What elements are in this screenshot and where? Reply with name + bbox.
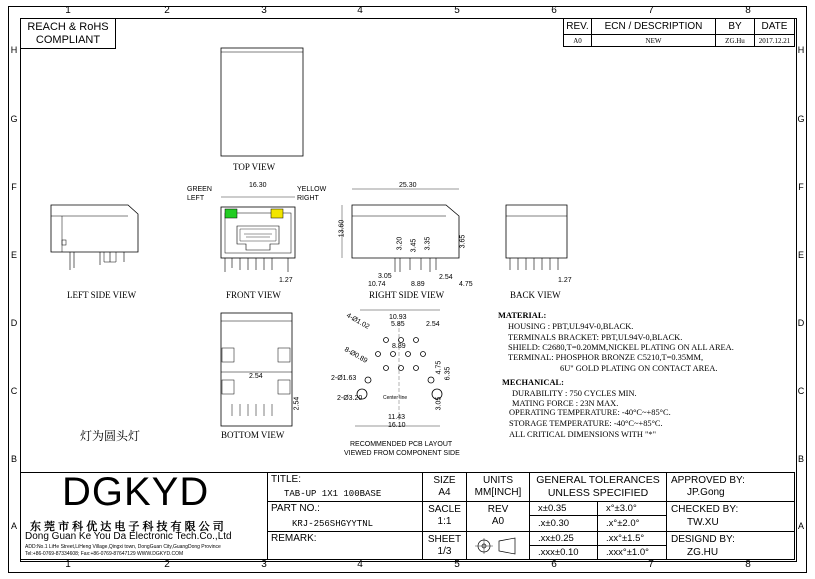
- zone-row-b: B: [797, 454, 804, 464]
- rev-header-ecn: ECN / DESCRIPTION: [591, 18, 716, 35]
- tol-r0-c0: x±0.35: [529, 501, 598, 516]
- zone-row-d: D: [10, 318, 18, 328]
- material-line-5: 6U" GOLD PLATING ON CONTACT AREA.: [560, 364, 718, 373]
- checked-value: TW.XU: [687, 517, 719, 528]
- zone-col-6: 6: [551, 5, 557, 16]
- checked-cell: [666, 501, 795, 532]
- led-right-label: RIGHT: [297, 195, 319, 202]
- scale-value: 1:1: [437, 516, 452, 527]
- zone-col-8: 8: [745, 5, 751, 16]
- size-label: SIZE: [433, 475, 456, 486]
- dim-pcb-h4: 2-Ø3.20: [337, 395, 363, 402]
- top-view-label: TOP VIEW: [233, 162, 276, 172]
- zone-row-f: F: [11, 182, 17, 192]
- dim-side-d2: 3.45: [410, 238, 418, 253]
- zone-col-2: 2: [164, 559, 170, 570]
- zone-col-4: 4: [357, 559, 363, 570]
- dim-pcb-h2: 8-Ø0.89: [342, 346, 369, 365]
- left-side-view-label: LEFT SIDE VIEW: [67, 290, 137, 300]
- yellow-led: [271, 209, 283, 218]
- zone-row-d: D: [797, 318, 805, 328]
- tolerance-header-1: GENERAL TOLERANCES: [536, 474, 660, 486]
- tol-r1-c1: .x°±2.0°: [597, 515, 667, 532]
- zone-row-c: C: [10, 386, 18, 396]
- part-label: PART NO.:: [271, 503, 320, 514]
- zone-row-h: H: [797, 45, 805, 55]
- units-value: MM[INCH]: [474, 487, 522, 498]
- right-side-view-drawing: [342, 189, 459, 272]
- pcb-center-line-label: Center line: [383, 395, 408, 401]
- zone-col-8: 8: [745, 559, 751, 570]
- material-line-2: TERMINALS BRACKET: PBT,UL94V-0,BLACK.: [508, 333, 683, 342]
- dim-side-d5: 3.05: [378, 273, 392, 280]
- rev-row-rev: A0: [563, 34, 592, 47]
- designed-label: DESIGND BY:: [671, 534, 735, 545]
- zone-row-g: G: [10, 114, 18, 124]
- units-label: UNITS: [483, 475, 513, 486]
- zone-col-4: 4: [357, 5, 363, 16]
- dim-front-pin: 1.27: [279, 277, 293, 284]
- dim-pcb-d2: 5.85: [391, 321, 405, 328]
- zone-row-c: C: [797, 386, 805, 396]
- units-cell: [466, 472, 530, 502]
- dim-pcb-d9: 16.10: [388, 422, 406, 429]
- material-line-4: TERMINAL: PHOSPHOR BRONZE C5210,T=0.35MM,: [508, 353, 704, 362]
- zone-col-1: 1: [65, 559, 71, 570]
- zone-row-g: G: [797, 114, 805, 124]
- zone-row-e: E: [10, 250, 17, 260]
- zone-col-2: 2: [164, 5, 170, 16]
- material-line-1: HOUSING : PBT,UL94V-0,BLACK.: [508, 322, 634, 331]
- designed-cell: [666, 531, 795, 560]
- part-value: KRJ-256SHGYYTNL: [292, 519, 374, 529]
- sheet-cell: [422, 531, 467, 560]
- dim-side-d3: 3.35: [424, 236, 432, 251]
- back-view-drawing: [506, 205, 567, 270]
- zone-row-f: F: [798, 182, 804, 192]
- tol-r2-c0: .xx±0.25: [529, 531, 598, 546]
- zone-row-e: E: [797, 250, 804, 260]
- left-side-view-drawing: [51, 205, 138, 270]
- title-value: TAB-UP 1X1 100BASE: [284, 489, 382, 499]
- rev-header-by: BY: [715, 18, 755, 35]
- zone-col-5: 5: [454, 559, 460, 570]
- zone-col-7: 7: [648, 5, 654, 16]
- rev-row-ecn: NEW: [591, 34, 716, 47]
- dim-pcb-d7: 3.05: [435, 396, 443, 411]
- remark-label: REMARK:: [271, 533, 317, 544]
- mechanical-line-3: OPERATING TEMPERATURE: -40°C~+85°C.: [509, 408, 671, 417]
- checked-label: CHECKED BY:: [671, 504, 739, 515]
- sheet-value: 1/3: [437, 546, 452, 557]
- tol-r1-c0: .x±0.30: [529, 515, 598, 532]
- green-led: [225, 209, 237, 218]
- dim-side-d1: 3.20: [396, 236, 404, 251]
- zone-row-h: H: [10, 45, 18, 55]
- zone-col-7: 7: [648, 559, 654, 570]
- rev-header-date: DATE: [754, 18, 795, 35]
- scale-cell: [422, 501, 467, 532]
- tol-r2-c1: .xx°±1.5°: [597, 531, 667, 546]
- led-left-label: LEFT: [187, 195, 205, 202]
- dim-back-pin: 1.27: [558, 277, 572, 284]
- compliance-line2: COMPLIANT: [35, 34, 101, 46]
- sheet-label: SHEET: [427, 534, 462, 545]
- rev-row-date: 2017.12.21: [754, 34, 795, 47]
- title-label: TITLE:: [271, 474, 302, 485]
- bottom-view-label: BOTTOM VIEW: [221, 430, 285, 440]
- dim-bottom-d2: 2.54: [293, 396, 301, 411]
- led-green-label: GREEN: [187, 186, 212, 193]
- dim-side-d8: 2.54: [439, 274, 453, 281]
- dim-pcb-d1: 10.93: [389, 314, 407, 321]
- dim-pcb-d6: 6.35: [444, 366, 452, 381]
- material-line-3: SHIELD: C2680,T=0.20MM,NICKEL PLATING ON ALL AREA.: [508, 343, 734, 352]
- tol-r3-c1: .xxx°±1.0°: [597, 545, 667, 560]
- approved-cell: [666, 472, 795, 502]
- dim-bottom-d1: 2.54: [249, 373, 263, 380]
- zone-row-a: A: [797, 521, 804, 531]
- approved-label: APPROVED BY:: [671, 475, 745, 486]
- dim-side-height: 13.60: [338, 219, 346, 238]
- pcb-layout-label-2: VIEWED FROM COMPONENT SIDE: [344, 450, 460, 457]
- designed-value: ZG.HU: [687, 547, 719, 558]
- mechanical-line-2: MATING FORCE : 23N MAX.: [512, 399, 619, 408]
- pcb-layout-label-1: RECOMMENDED PCB LAYOUT: [350, 441, 453, 448]
- size-cell: [422, 472, 467, 502]
- dim-pcb-d3: 2.54: [426, 321, 440, 328]
- mechanical-title: MECHANICAL:: [502, 378, 564, 387]
- right-side-view-label: RIGHT SIDE VIEW: [369, 290, 445, 300]
- dim-side-width: 25.30: [399, 182, 417, 189]
- scale-label: SACLE: [428, 504, 461, 515]
- company-address: ADD:No.1 LiHe Street,LiHeng Village,Qingxi town, DongGuan City,GuangDong Province: [25, 544, 221, 550]
- zone-row-b: B: [10, 454, 17, 464]
- front-view-drawing: [221, 197, 295, 272]
- bottom-view-drawing: [221, 313, 292, 426]
- mechanical-line-5: ALL CRITICAL DIMENSIONS WITH "*": [509, 430, 657, 439]
- dim-front-width: 16.30: [249, 182, 267, 189]
- company-name-en: Dong Guan Ke You Da Electronic Tech.Co.,Ltd: [25, 531, 232, 542]
- dim-pcb-d5: 4.75: [435, 360, 443, 375]
- tolerance-header: [529, 472, 667, 502]
- dim-side-d9: 4.75: [459, 281, 473, 288]
- zone-col-5: 5: [454, 5, 460, 16]
- zone-col-6: 6: [551, 559, 557, 570]
- mechanical-line-4: STORAGE TEMPERATURE: -40°C~+85°C.: [509, 419, 663, 428]
- zone-row-a: A: [10, 521, 17, 531]
- size-value: A4: [438, 487, 451, 498]
- front-view-label: FRONT VIEW: [226, 290, 281, 300]
- company-name-cn: 东 莞 市 科 优 达 电 子 科 技 有 限 公 司: [30, 521, 224, 533]
- tolerance-header-2: UNLESS SPECIFIED: [547, 487, 649, 499]
- dim-pcb-d8: 11.43: [388, 414, 405, 421]
- dim-pcb-h1: 4-Ø1.02: [344, 312, 371, 331]
- rev-label: REV: [487, 504, 509, 515]
- zone-col-1: 1: [65, 5, 71, 16]
- material-title: MATERIAL:: [498, 311, 547, 320]
- dim-side-d4: 3.65: [459, 234, 467, 249]
- led-note-cn: 灯为圆头灯: [80, 429, 141, 443]
- dim-side-d7: 8.89: [411, 281, 425, 288]
- company-logo: DGKYD: [62, 470, 210, 514]
- dim-pcb-d4: 8.89: [392, 343, 406, 350]
- zone-col-3: 3: [261, 559, 267, 570]
- led-yellow-label: YELLOW: [297, 186, 327, 193]
- compliance-line1: REACH & RoHS: [27, 21, 109, 33]
- tol-r0-c1: x°±3.0°: [597, 501, 667, 516]
- top-view-drawing: [221, 48, 303, 156]
- approved-value: JP.Gong: [687, 487, 725, 498]
- dim-pcb-h3: 2-Ø1.63: [331, 375, 357, 382]
- company-contact: Tel:+86-0769-87334608; Fax:+86-0769-87647129 WWW.DGKYD.COM: [25, 551, 184, 557]
- tol-r3-c0: .xxx±0.10: [529, 545, 598, 560]
- zone-col-3: 3: [261, 5, 267, 16]
- projection-cell: [466, 531, 530, 560]
- dim-side-d6: 10.74: [368, 281, 386, 288]
- mechanical-line-1: DURABILITY : 750 CYCLES MIN.: [512, 389, 637, 398]
- rev-header-rev: REV.: [563, 18, 592, 35]
- rev-row-by: ZG.Hu: [715, 34, 755, 47]
- back-view-label: BACK VIEW: [510, 290, 561, 300]
- rev-cell: [466, 501, 530, 532]
- rev-value: A0: [491, 516, 505, 527]
